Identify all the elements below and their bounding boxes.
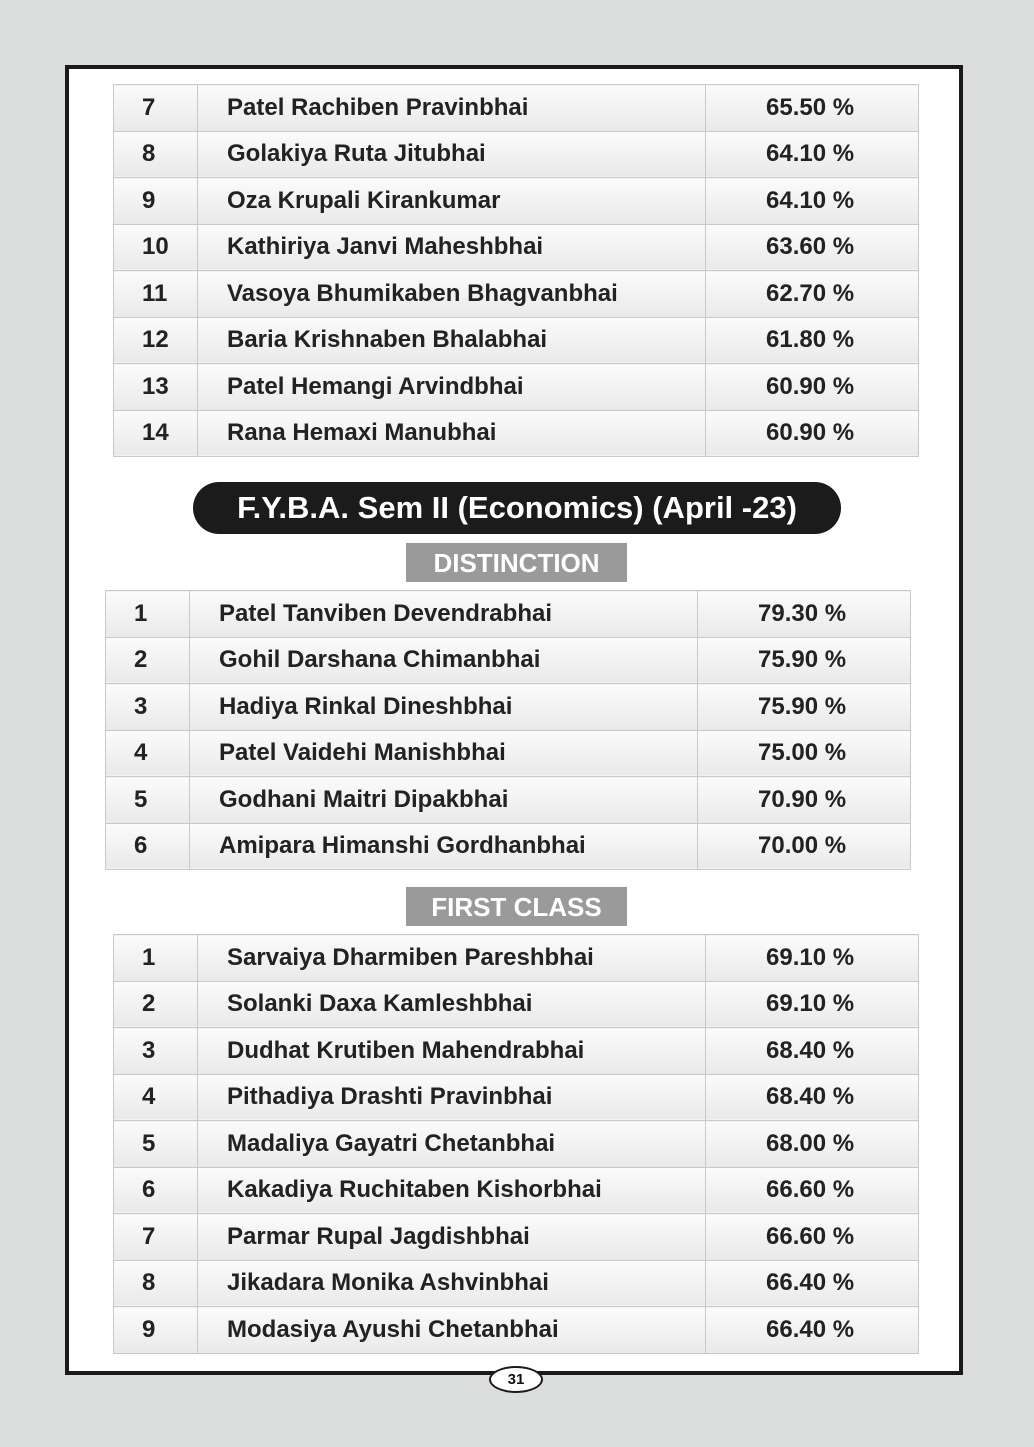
student-name: Sarvaiya Dharmiben Pareshbhai [198,935,706,982]
percentage: 75.90 % [698,684,911,731]
rank-number: 12 [114,317,198,364]
percentage: 69.10 % [706,981,919,1028]
rank-number: 4 [106,730,190,777]
section-title: F.Y.B.A. Sem II (Economics) (April -23) [193,482,841,534]
student-name: Godhani Maitri Dipakbhai [190,777,698,824]
rank-number: 9 [114,1307,198,1354]
table-row [114,1260,919,1307]
table-row [114,1028,919,1075]
percentage: 69.10 % [706,935,919,982]
table-row [114,317,919,364]
percentage: 64.10 % [706,178,919,225]
table-row [114,981,919,1028]
student-name: Kakadiya Ruchitaben Kishorbhai [198,1167,706,1214]
percentage: 68.40 % [706,1074,919,1121]
student-name: Madaliya Gayatri Chetanbhai [198,1121,706,1168]
percentage: 75.00 % [698,730,911,777]
percentage: 68.40 % [706,1028,919,1075]
student-name: Patel Rachiben Pravinbhai [198,85,706,132]
table-row [106,823,911,870]
rank-number: 7 [114,1214,198,1261]
student-name: Baria Krishnaben Bhalabhai [198,317,706,364]
rank-number: 4 [114,1074,198,1121]
percentage: 68.00 % [706,1121,919,1168]
table-row [106,730,911,777]
table-row [114,131,919,178]
rank-number: 1 [114,935,198,982]
page-number: 31 [489,1366,543,1393]
student-name: Amipara Himanshi Gordhanbhai [190,823,698,870]
rank-number: 1 [106,591,190,638]
student-name: Patel Tanviben Devendrabhai [190,591,698,638]
student-name: Gohil Darshana Chimanbhai [190,637,698,684]
percentage: 66.60 % [706,1167,919,1214]
rank-number: 8 [114,131,198,178]
distinction-table [105,590,911,870]
percentage: 60.90 % [706,410,919,457]
percentage: 70.00 % [698,823,911,870]
table-row [114,1121,919,1168]
rank-number: 9 [114,178,198,225]
rank-number: 5 [106,777,190,824]
first-class-table [113,934,919,1354]
student-name: Patel Vaidehi Manishbhai [190,730,698,777]
student-name: Modasiya Ayushi Chetanbhai [198,1307,706,1354]
table-row [114,935,919,982]
student-name: Jikadara Monika Ashvinbhai [198,1260,706,1307]
rank-number: 8 [114,1260,198,1307]
percentage: 64.10 % [706,131,919,178]
percentage: 63.60 % [706,224,919,271]
rank-number: 11 [114,271,198,318]
rank-number: 7 [114,85,198,132]
table-row [114,1074,919,1121]
rank-number: 13 [114,364,198,411]
student-name: Hadiya Rinkal Dineshbhai [190,684,698,731]
table-row [114,85,919,132]
student-name: Solanki Daxa Kamleshbhai [198,981,706,1028]
student-name: Kathiriya Janvi Maheshbhai [198,224,706,271]
table-row [106,777,911,824]
percentage: 75.90 % [698,637,911,684]
table-row [114,1167,919,1214]
percentage: 61.80 % [706,317,919,364]
table-row [114,224,919,271]
table-row [114,271,919,318]
rank-number: 5 [114,1121,198,1168]
student-name: Oza Krupali Kirankumar [198,178,706,225]
percentage: 62.70 % [706,271,919,318]
percentage: 66.60 % [706,1214,919,1261]
percentage: 66.40 % [706,1260,919,1307]
first-class-label: FIRST CLASS [406,887,627,926]
table-row [114,364,919,411]
table-row [106,637,911,684]
results-table-continued [113,84,919,457]
table-row [106,591,911,638]
table-row [114,410,919,457]
student-name: Vasoya Bhumikaben Bhagvanbhai [198,271,706,318]
student-name: Parmar Rupal Jagdishbhai [198,1214,706,1261]
rank-number: 2 [114,981,198,1028]
rank-number: 10 [114,224,198,271]
student-name: Pithadiya Drashti Pravinbhai [198,1074,706,1121]
percentage: 65.50 % [706,85,919,132]
table-row [114,178,919,225]
student-name: Patel Hemangi Arvindbhai [198,364,706,411]
rank-number: 2 [106,637,190,684]
student-name: Rana Hemaxi Manubhai [198,410,706,457]
table-row [114,1307,919,1354]
percentage: 70.90 % [698,777,911,824]
percentage: 60.90 % [706,364,919,411]
rank-number: 6 [106,823,190,870]
table-row [114,1214,919,1261]
rank-number: 14 [114,410,198,457]
percentage: 79.30 % [698,591,911,638]
student-name: Dudhat Krutiben Mahendrabhai [198,1028,706,1075]
rank-number: 3 [114,1028,198,1075]
table-row [106,684,911,731]
percentage: 66.40 % [706,1307,919,1354]
rank-number: 3 [106,684,190,731]
rank-number: 6 [114,1167,198,1214]
student-name: Golakiya Ruta Jitubhai [198,131,706,178]
distinction-label: DISTINCTION [406,543,627,582]
